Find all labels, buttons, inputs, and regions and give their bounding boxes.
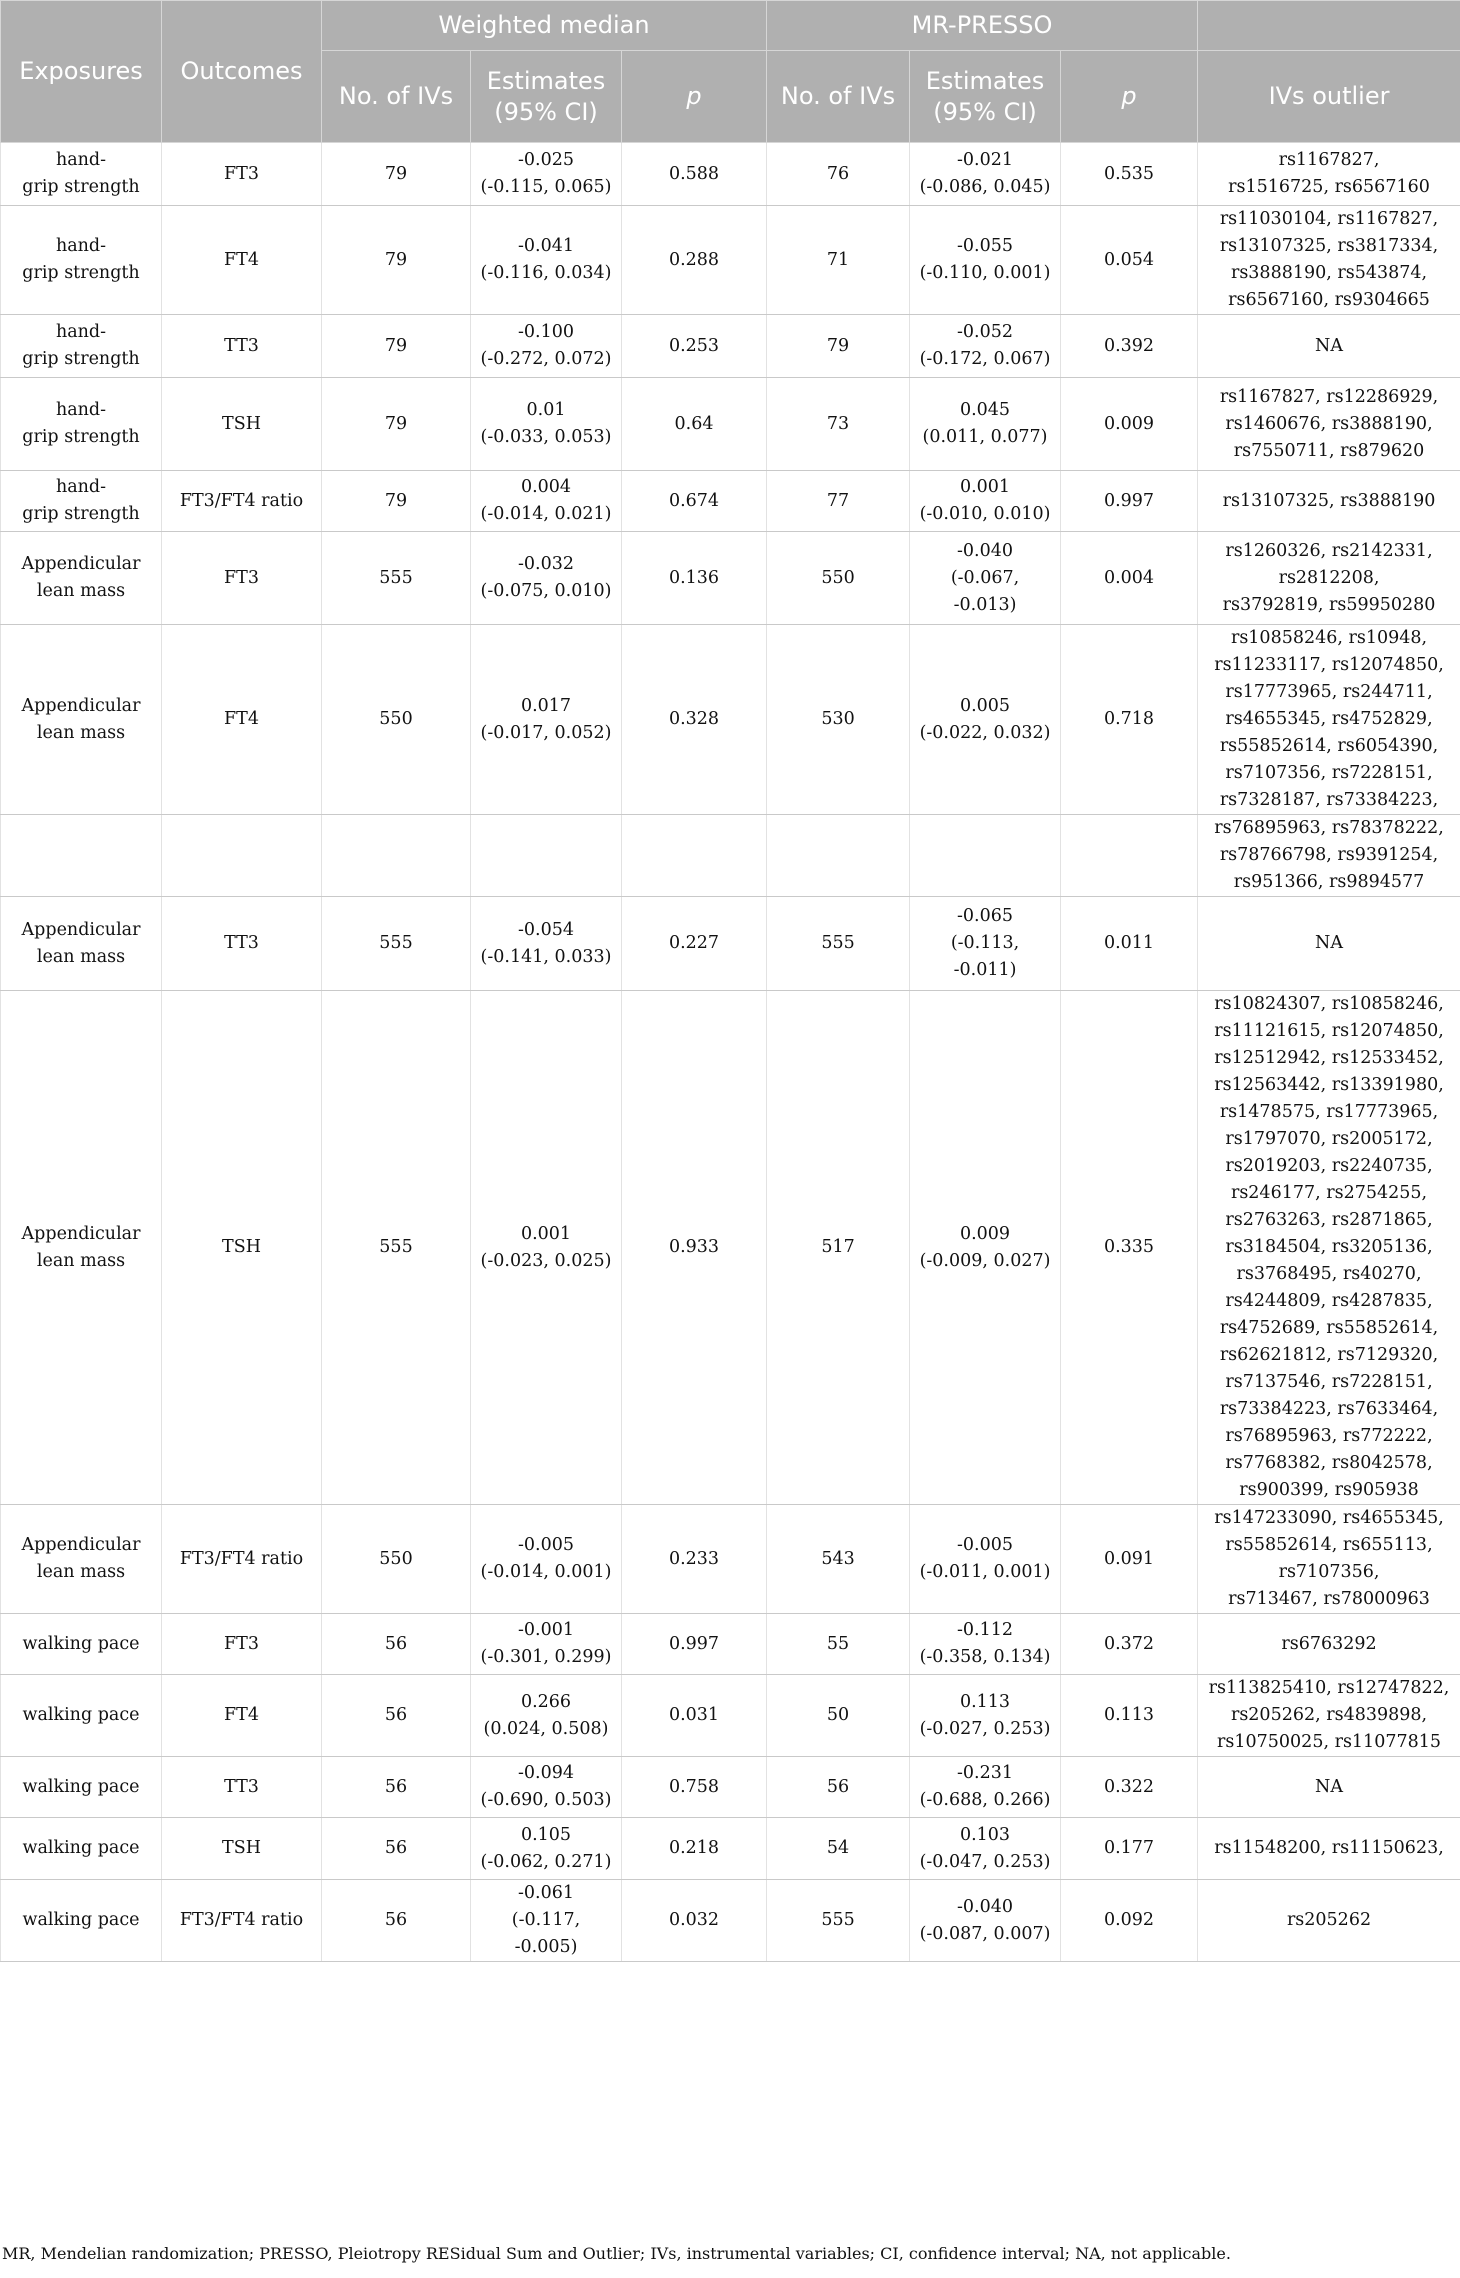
cell-wm-p: 0.997 (622, 1614, 767, 1675)
cell-exposure: hand- grip strength (1, 315, 162, 378)
cell-mp-no-ivs: 543 (767, 1505, 910, 1614)
cell-wm-no-ivs: 555 (322, 897, 471, 991)
cell-ivs-outlier: rs147233090, rs4655345, rs55852614, rs655113, rs7107356, rs713467, rs78000963 (1198, 1505, 1460, 1614)
cell-wm-no-ivs: 56 (322, 1818, 471, 1880)
cell-mp-no-ivs: 530 (767, 625, 910, 815)
cell-ivs-outlier: rs13107325, rs3888190 (1198, 471, 1460, 532)
cell-mp-p (1061, 815, 1198, 897)
table-row (1, 315, 1460, 378)
cell-wm-p: 0.588 (622, 143, 767, 206)
cell-mp-p: 0.091 (1061, 1505, 1198, 1614)
cell-exposure: hand- grip strength (1, 206, 162, 315)
cell-wm-estimate: 0.266 (0.024, 0.508) (471, 1675, 622, 1757)
cell-wm-p: 0.032 (622, 1880, 767, 1962)
cell-ivs-outlier: rs11548200, rs11150623, (1198, 1818, 1460, 1880)
cell-mp-p: 0.004 (1061, 532, 1198, 625)
cell-outcome: FT3/FT4 ratio (162, 1880, 322, 1962)
cell-mp-estimate: 0.045 (0.011, 0.077) (910, 378, 1061, 471)
cell-ivs-outlier: rs11030104, rs1167827, rs13107325, rs3817334, rs3888190, rs543874, rs6567160, rs9304665 (1198, 206, 1460, 315)
cell-mp-estimate: -0.065 (-0.113, -0.011) (910, 897, 1061, 991)
cell-wm-p: 0.253 (622, 315, 767, 378)
cell-wm-estimate: -0.001 (-0.301, 0.299) (471, 1614, 622, 1675)
cell-wm-estimate: 0.001 (-0.023, 0.025) (471, 991, 622, 1505)
cell-mp-estimate: -0.055 (-0.110, 0.001) (910, 206, 1061, 315)
cell-mp-p: 0.997 (1061, 471, 1198, 532)
cell-mp-estimate: -0.231 (-0.688, 0.266) (910, 1757, 1061, 1818)
cell-wm-p: 0.136 (622, 532, 767, 625)
cell-mp-estimate: 0.001 (-0.010, 0.010) (910, 471, 1061, 532)
header-wm-p: p (622, 51, 767, 143)
cell-wm-estimate: -0.025 (-0.115, 0.065) (471, 143, 622, 206)
cell-outcome: FT3 (162, 143, 322, 206)
cell-wm-estimate: 0.105 (-0.062, 0.271) (471, 1818, 622, 1880)
cell-mp-estimate: 0.113 (-0.027, 0.253) (910, 1675, 1061, 1757)
cell-mp-no-ivs: 555 (767, 897, 910, 991)
cell-exposure: hand- grip strength (1, 143, 162, 206)
cell-ivs-outlier: rs113825410, rs12747822, rs205262, rs4839898, rs10750025, rs11077815 (1198, 1675, 1460, 1757)
cell-mp-no-ivs: 56 (767, 1757, 910, 1818)
cell-mp-estimate: 0.005 (-0.022, 0.032) (910, 625, 1061, 815)
table-row (1, 897, 1460, 991)
table-row (1, 143, 1460, 206)
header-mp-no-ivs: No. of IVs (767, 51, 910, 143)
cell-mp-no-ivs: 76 (767, 143, 910, 206)
table-body (1, 143, 1460, 1962)
cell-mp-estimate: -0.005 (-0.011, 0.001) (910, 1505, 1061, 1614)
header-mr-presso: MR-PRESSO (767, 1, 1198, 51)
cell-wm-no-ivs (322, 815, 471, 897)
cell-wm-p: 0.227 (622, 897, 767, 991)
cell-mp-p: 0.092 (1061, 1880, 1198, 1962)
cell-outcome: TT3 (162, 315, 322, 378)
cell-wm-p: 0.218 (622, 1818, 767, 1880)
cell-mp-no-ivs: 550 (767, 532, 910, 625)
cell-exposure: Appendicular lean mass (1, 897, 162, 991)
table-header (1, 1, 1460, 143)
header-mp-estimates: Estimates (95% CI) (910, 51, 1061, 143)
table-row (1, 1880, 1460, 1962)
cell-wm-no-ivs: 79 (322, 143, 471, 206)
cell-mp-no-ivs: 79 (767, 315, 910, 378)
cell-mp-p: 0.011 (1061, 897, 1198, 991)
table-row (1, 1757, 1460, 1818)
cell-wm-no-ivs: 555 (322, 991, 471, 1505)
cell-outcome: TSH (162, 378, 322, 471)
cell-wm-no-ivs: 56 (322, 1880, 471, 1962)
cell-mp-estimate: -0.021 (-0.086, 0.045) (910, 143, 1061, 206)
cell-wm-p (622, 815, 767, 897)
cell-outcome: FT4 (162, 625, 322, 815)
table-row (1, 471, 1460, 532)
cell-mp-no-ivs: 517 (767, 991, 910, 1505)
cell-mp-p: 0.322 (1061, 1757, 1198, 1818)
cell-wm-estimate: -0.032 (-0.075, 0.010) (471, 532, 622, 625)
table-footnote: MR, Mendelian randomization; PRESSO, Pleiotropy RESidual Sum and Outlier; IVs, instrumental variables; CI, confidence interval; NA, not applicable. (2, 2244, 1231, 2263)
cell-mp-estimate (910, 815, 1061, 897)
cell-mp-estimate: -0.052 (-0.172, 0.067) (910, 315, 1061, 378)
cell-wm-no-ivs: 550 (322, 625, 471, 815)
cell-wm-p: 0.288 (622, 206, 767, 315)
cell-mp-no-ivs: 50 (767, 1675, 910, 1757)
table-row (1, 1818, 1460, 1880)
cell-outcome (162, 815, 322, 897)
cell-exposure: Appendicular lean mass (1, 532, 162, 625)
header-mp-p: p (1061, 51, 1198, 143)
cell-ivs-outlier: rs6763292 (1198, 1614, 1460, 1675)
cell-wm-no-ivs: 56 (322, 1614, 471, 1675)
header-wm-estimates: Estimates (95% CI) (471, 51, 622, 143)
cell-wm-estimate: -0.054 (-0.141, 0.033) (471, 897, 622, 991)
cell-wm-p: 0.233 (622, 1505, 767, 1614)
cell-wm-no-ivs: 79 (322, 471, 471, 532)
cell-wm-estimate: -0.005 (-0.014, 0.001) (471, 1505, 622, 1614)
cell-wm-estimate: 0.004 (-0.014, 0.021) (471, 471, 622, 532)
cell-wm-p: 0.758 (622, 1757, 767, 1818)
table-row (1, 206, 1460, 315)
cell-wm-estimate: -0.041 (-0.116, 0.034) (471, 206, 622, 315)
cell-exposure: Appendicular lean mass (1, 1505, 162, 1614)
cell-wm-no-ivs: 550 (322, 1505, 471, 1614)
cell-exposure: Appendicular lean mass (1, 991, 162, 1505)
cell-exposure: walking pace (1, 1818, 162, 1880)
cell-wm-p: 0.328 (622, 625, 767, 815)
cell-exposure (1, 815, 162, 897)
cell-mp-estimate: 0.009 (-0.009, 0.027) (910, 991, 1061, 1505)
cell-outcome: FT4 (162, 206, 322, 315)
cell-exposure: walking pace (1, 1614, 162, 1675)
cell-outcome: FT3 (162, 532, 322, 625)
cell-ivs-outlier: rs1167827, rs12286929, rs1460676, rs3888190, rs7550711, rs879620 (1198, 378, 1460, 471)
table-row (1, 815, 1460, 897)
cell-mp-p: 0.392 (1061, 315, 1198, 378)
cell-ivs-outlier: rs1260326, rs2142331, rs2812208, rs3792819, rs59950280 (1198, 532, 1460, 625)
table-row (1, 1675, 1460, 1757)
cell-exposure: hand- grip strength (1, 471, 162, 532)
cell-mp-p: 0.335 (1061, 991, 1198, 1505)
cell-exposure: hand- grip strength (1, 378, 162, 471)
cell-mp-p: 0.718 (1061, 625, 1198, 815)
header-outcomes: Outcomes (162, 1, 322, 143)
cell-mp-no-ivs: 555 (767, 1880, 910, 1962)
table-row (1, 532, 1460, 625)
cell-wm-estimate: -0.100 (-0.272, 0.072) (471, 315, 622, 378)
cell-wm-estimate: 0.01 (-0.033, 0.053) (471, 378, 622, 471)
cell-ivs-outlier: rs205262 (1198, 1880, 1460, 1962)
cell-exposure: walking pace (1, 1675, 162, 1757)
cell-ivs-outlier: NA (1198, 315, 1460, 378)
cell-ivs-outlier: NA (1198, 1757, 1460, 1818)
cell-outcome: TT3 (162, 897, 322, 991)
table-row (1, 1614, 1460, 1675)
cell-ivs-outlier: NA (1198, 897, 1460, 991)
table-row (1, 1505, 1460, 1614)
cell-exposure: walking pace (1, 1757, 162, 1818)
cell-outcome: FT3 (162, 1614, 322, 1675)
cell-mp-estimate: 0.103 (-0.047, 0.253) (910, 1818, 1061, 1880)
cell-mp-p: 0.372 (1061, 1614, 1198, 1675)
cell-mp-estimate: -0.040 (-0.087, 0.007) (910, 1880, 1061, 1962)
cell-outcome: FT3/FT4 ratio (162, 471, 322, 532)
cell-wm-no-ivs: 79 (322, 315, 471, 378)
cell-wm-p: 0.031 (622, 1675, 767, 1757)
cell-mp-p: 0.535 (1061, 143, 1198, 206)
cell-mp-p: 0.113 (1061, 1675, 1198, 1757)
cell-wm-no-ivs: 56 (322, 1757, 471, 1818)
cell-mp-no-ivs: 73 (767, 378, 910, 471)
header-wm-no-ivs: No. of IVs (322, 51, 471, 143)
cell-outcome: FT4 (162, 1675, 322, 1757)
cell-exposure: walking pace (1, 1880, 162, 1962)
cell-mp-no-ivs: 77 (767, 471, 910, 532)
cell-outcome: FT3/FT4 ratio (162, 1505, 322, 1614)
cell-mp-p: 0.009 (1061, 378, 1198, 471)
table-row (1, 625, 1460, 815)
cell-outcome: TT3 (162, 1757, 322, 1818)
cell-mp-no-ivs: 55 (767, 1614, 910, 1675)
table-row (1, 991, 1460, 1505)
cell-mp-no-ivs: 71 (767, 206, 910, 315)
cell-wm-p: 0.64 (622, 378, 767, 471)
cell-wm-p: 0.674 (622, 471, 767, 532)
cell-ivs-outlier: rs1167827, rs1516725, rs6567160 (1198, 143, 1460, 206)
cell-mp-p: 0.054 (1061, 206, 1198, 315)
header-ivs-outlier: IVs outlier (1198, 51, 1460, 143)
cell-wm-estimate (471, 815, 622, 897)
cell-mp-no-ivs (767, 815, 910, 897)
cell-ivs-outlier: rs76895963, rs78378222, rs78766798, rs9391254, rs951366, rs9894577 (1198, 815, 1460, 897)
header-weighted-median: Weighted median (322, 1, 767, 51)
cell-wm-no-ivs: 56 (322, 1675, 471, 1757)
header-exposures: Exposures (1, 1, 162, 143)
cell-ivs-outlier: rs10824307, rs10858246, rs11121615, rs12074850, rs12512942, rs12533452, rs12563442, rs13391980, rs1478575, rs17773965, rs1797070, rs2005172, rs2019203, rs2240735, rs246177, rs2754255, rs2763263, rs2871865, rs3184504, rs3205136, rs3768495, rs40270, rs4244809, rs4287835, rs4752689, rs55852614, rs62621812, rs7129320, rs7137546, rs7228151, rs73384223, rs7633464, rs76895963, rs772222, rs7768382, rs8042578, rs900399, rs905938 (1198, 991, 1460, 1505)
cell-wm-p: 0.933 (622, 991, 767, 1505)
cell-mp-no-ivs: 54 (767, 1818, 910, 1880)
header-blank (1198, 1, 1460, 51)
cell-wm-no-ivs: 79 (322, 378, 471, 471)
cell-exposure: Appendicular lean mass (1, 625, 162, 815)
cell-wm-no-ivs: 79 (322, 206, 471, 315)
table-row (1, 378, 1460, 471)
cell-mp-estimate: -0.112 (-0.358, 0.134) (910, 1614, 1061, 1675)
cell-mp-estimate: -0.040 (-0.067, -0.013) (910, 532, 1061, 625)
cell-mp-p: 0.177 (1061, 1818, 1198, 1880)
cell-wm-no-ivs: 555 (322, 532, 471, 625)
cell-wm-estimate: 0.017 (-0.017, 0.052) (471, 625, 622, 815)
cell-outcome: TSH (162, 1818, 322, 1880)
cell-wm-estimate: -0.094 (-0.690, 0.503) (471, 1757, 622, 1818)
cell-wm-estimate: -0.061 (-0.117, -0.005) (471, 1880, 622, 1962)
cell-outcome: TSH (162, 991, 322, 1505)
cell-ivs-outlier: rs10858246, rs10948, rs11233117, rs12074850, rs17773965, rs244711, rs4655345, rs4752829, rs55852614, rs6054390, rs7107356, rs7228151, rs7328187, rs73384223, (1198, 625, 1460, 815)
